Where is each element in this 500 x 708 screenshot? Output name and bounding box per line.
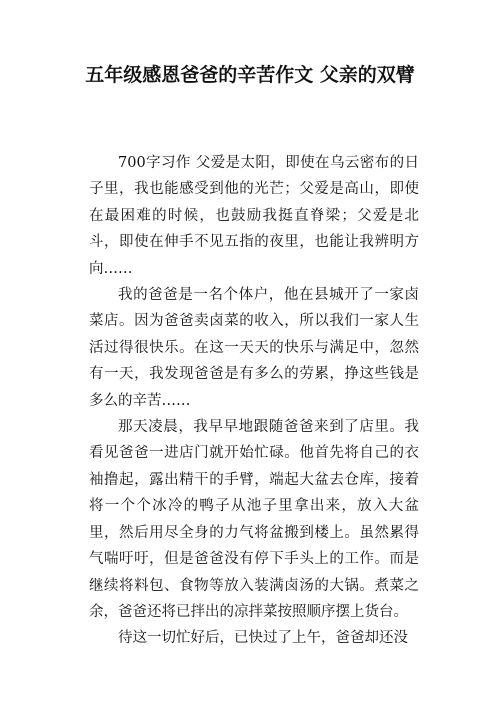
document-title: 五年级感恩爸爸的辛苦作文 父亲的双臂	[85, 64, 415, 86]
document-body	[89, 150, 419, 652]
paragraph: 那天凌晨，我早早地跟随爸爸来到了店里。我看见爸爸一进店门就开始忙碌。他首先将自己的衣袖撸起，露出精干的手臂，端起大盆去仓库，接着将一个个冰冷的鸭子从池子里拿出来，放入大盆里，然后用尽全身的力气将盆搬到楼上。虽然累得气喘吁吁，但是爸爸没有停下手头上的工作。而是继续将料包、食物等放入装满卤汤的大锅。煮菜之余，爸爸还将已拌出的凉拌菜按照顺序摆上货台。	[89, 419, 419, 620]
paragraph: 700字习作 父爱是太阳，即使在乌云密布的日子里，我也能感受到他的光芒；父爱是高山，即使在最困难的时候，也鼓励我挺直脊梁；父爱是北斗，即使在伸手不见五指的夜里，也能让我辨明方向……	[89, 155, 419, 277]
paragraph: 待这一切忙好后，已快过了上午，爸爸却还没	[118, 630, 408, 647]
paragraph: 我的爸爸是一名个体户，他在县城开了一家卤菜店。因为爸爸卖卤菜的收入，所以我们一家人生活过得很快乐。在这一天天的快乐与满足中，忽然有一天，我发现爸爸是有多么的劳累，挣这些钱是多么的辛苦……	[89, 287, 419, 409]
